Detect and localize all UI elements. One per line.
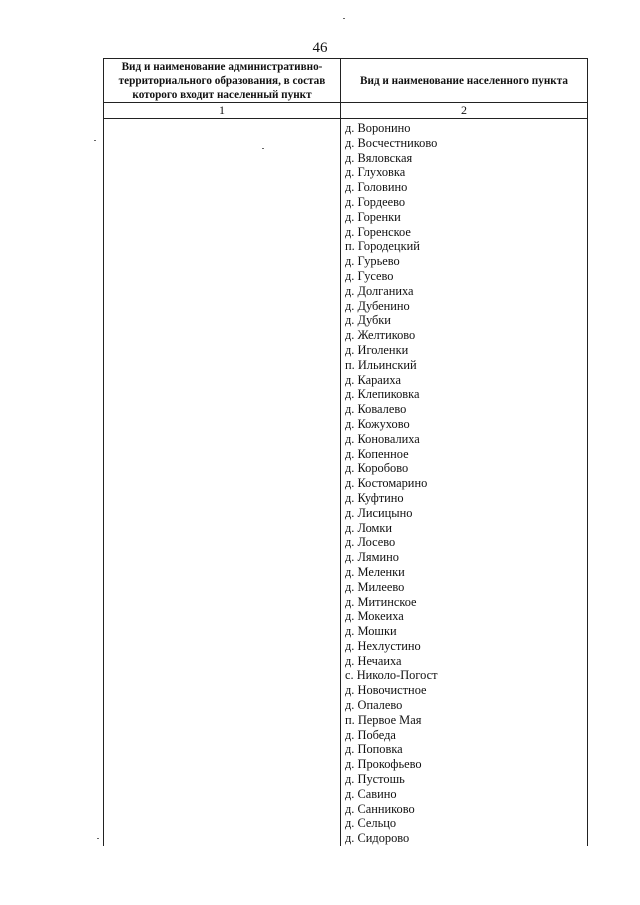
settlement-item: д. Прокофьево xyxy=(345,757,422,772)
settlement-item: д. Сидорово xyxy=(345,831,410,846)
settlement-item: д. Ломки xyxy=(345,520,393,535)
settlement-item: д. Гурьево xyxy=(345,254,400,269)
column-numbers-row xyxy=(103,103,588,119)
settlement-item: д. Гусево xyxy=(345,268,394,283)
settlement-item: д. Нехлустино xyxy=(345,638,421,653)
settlement-item: д. Дубки xyxy=(345,313,391,328)
scan-speck xyxy=(97,838,99,839)
settlement-item: д. Ковалево xyxy=(345,402,407,417)
settlement-item: д. Мокеиха xyxy=(345,609,404,624)
settlement-item: д. Лосево xyxy=(345,535,396,550)
table-header-row xyxy=(103,58,588,103)
scan-speck xyxy=(262,148,264,149)
settlement-item: д. Санниково xyxy=(345,801,415,816)
settlement-item: д. Горенки xyxy=(345,209,401,224)
settlement-item: д. Савино xyxy=(345,786,397,801)
settlement-item: д. Караиха xyxy=(345,372,401,387)
settlement-item: д. Лисицыно xyxy=(345,505,413,520)
settlement-item: д. Опалево xyxy=(345,698,403,713)
settlement-item: п. Городецкий xyxy=(345,239,420,254)
settlement-item: д. Иголенки xyxy=(345,342,409,357)
settlement-item: п. Ильинский xyxy=(345,357,417,372)
page-number: 46 xyxy=(312,40,328,56)
column-number-2: 2 xyxy=(461,103,467,117)
settlement-item: д. Долганиха xyxy=(345,283,414,298)
settlement-item: д. Вяловская xyxy=(345,150,413,165)
settlement-item: д. Меленки xyxy=(345,564,405,579)
settlement-item: с. Николо-Погост xyxy=(345,668,438,683)
settlement-item: д. Глуховка xyxy=(345,165,406,180)
scan-speck xyxy=(343,18,345,19)
settlement-item: д. Кожухово xyxy=(345,416,410,431)
settlement-item: д. Восчестниково xyxy=(345,135,438,150)
column-number-1: 1 xyxy=(104,103,341,118)
settlement-item: д. Коновалиха xyxy=(345,431,420,446)
settlement-item: д. Воронино xyxy=(345,121,411,135)
settlement-item: д. Митинское xyxy=(345,594,417,609)
settlement-list xyxy=(341,119,587,846)
settlement-item: д. Пустошь xyxy=(345,772,405,787)
table-body-row xyxy=(103,119,588,846)
settlement-item: д. Милеево xyxy=(345,579,405,594)
settlement-item: д. Копенное xyxy=(345,446,409,461)
settlement-item: д. Лямино xyxy=(345,550,399,565)
settlement-item: д. Клепиковка xyxy=(345,387,420,402)
settlement-item: д. Мошки xyxy=(345,624,397,639)
settlement-item: д. Гордеево xyxy=(345,194,406,209)
admin-unit-cell xyxy=(104,119,341,846)
header-settlement: Вид и наименование населенного пункта xyxy=(360,74,568,87)
settlement-item: д. Горенское xyxy=(345,224,411,239)
settlement-item: д. Головино xyxy=(345,180,408,195)
settlements-table xyxy=(103,58,588,846)
settlement-item: д. Костомарино xyxy=(345,476,428,491)
settlement-item: д. Нечаиха xyxy=(345,653,402,668)
settlement-item: д. Новочистное xyxy=(345,683,427,698)
settlement-item: д. Дубенино xyxy=(345,298,410,313)
settlement-item: д. Желтиково xyxy=(345,328,416,343)
scan-speck xyxy=(94,140,96,141)
settlement-item: п. Первое Мая xyxy=(345,712,422,727)
settlement-item: д. Поповка xyxy=(345,742,403,757)
settlement-item: д. Коробово xyxy=(345,461,409,476)
settlement-item: д. Победа xyxy=(345,727,396,742)
settlement-item: д. Сельцо xyxy=(345,816,397,831)
header-admin-unit: Вид и наименование административно-территориального образования, в состав которого входит населенный пункт xyxy=(104,59,341,102)
settlement-item: д. Куфтино xyxy=(345,490,404,505)
